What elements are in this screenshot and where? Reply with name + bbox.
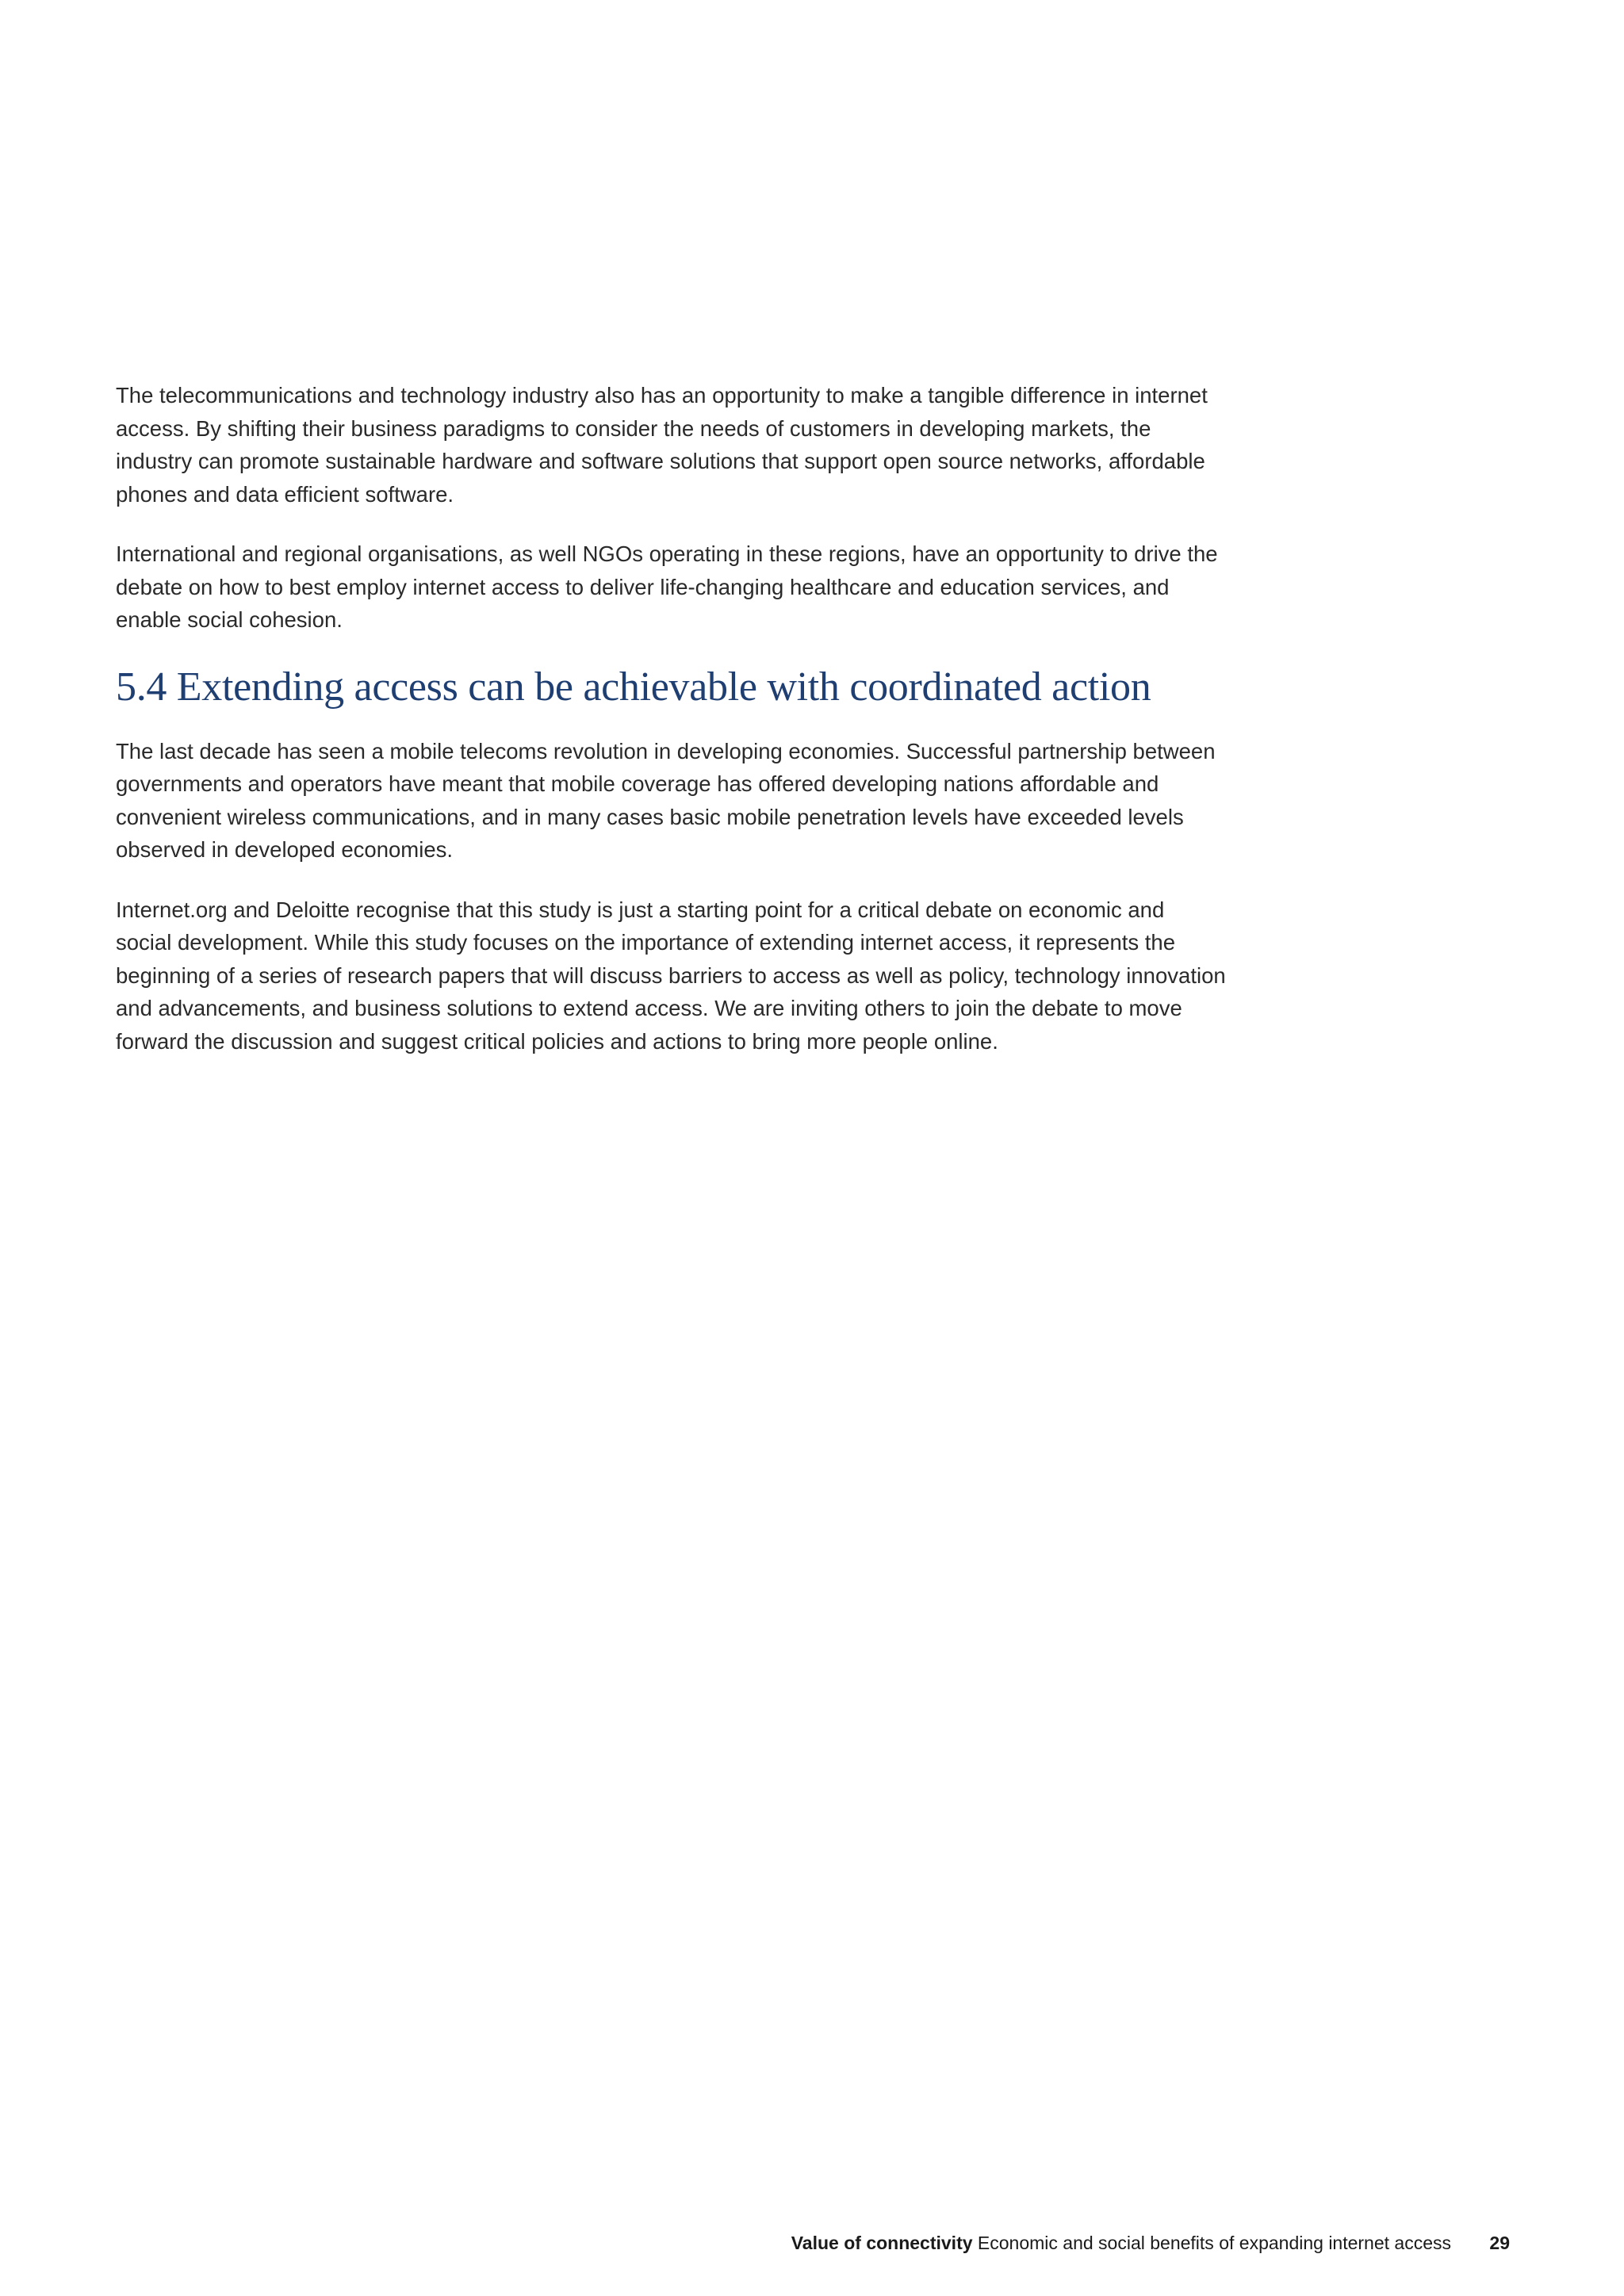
page-content	[116, 379, 1226, 1085]
body-paragraph: The last decade has seen a mobile telecoms revolution in developing economies. Successful partnership between governments and operators have meant that mobile coverage has offered developing nations affordable and convenient wireless communications, and in many cases basic mobile penetration levels have exceeded levels observed in developed economies.	[116, 738, 1216, 862]
body-paragraph: Internet.org and Deloitte recognise that this study is just a starting point for a critical debate on economic and social development. While this study focuses on the importance of extending internet access, it represents the beginning of a series of research papers that will discuss barriers to access as well as policy, technology innovation and advancements, and business solutions to extend access. We are inviting others to join the debate to move forward the discussion and suggest critical policies and actions to bring more people online.	[116, 897, 1226, 1054]
footer-report-title: Value of connectivity	[791, 2233, 973, 2253]
page-number: 29	[1489, 2233, 1510, 2253]
page-footer	[791, 2231, 1510, 2255]
section-heading: 5.4 Extending access can be achievable with coordinated action	[116, 664, 1151, 710]
footer-report-subtitle: Economic and social benefits of expanding internet access	[977, 2233, 1452, 2253]
body-paragraph: The telecommunications and technology industry also has an opportunity to make a tangible difference in internet access. By shifting their business paradigms to consider the needs of customers in developing markets, the industry can promote sustainable hardware and software solutions that support open source networks, affordable phones and data efficient software.	[116, 383, 1208, 507]
body-paragraph: International and regional organisations, as well NGOs operating in these regions, have an opportunity to drive the debate on how to best employ internet access to deliver life-changing healthcare and education services, and enable social cohesion.	[116, 541, 1218, 632]
